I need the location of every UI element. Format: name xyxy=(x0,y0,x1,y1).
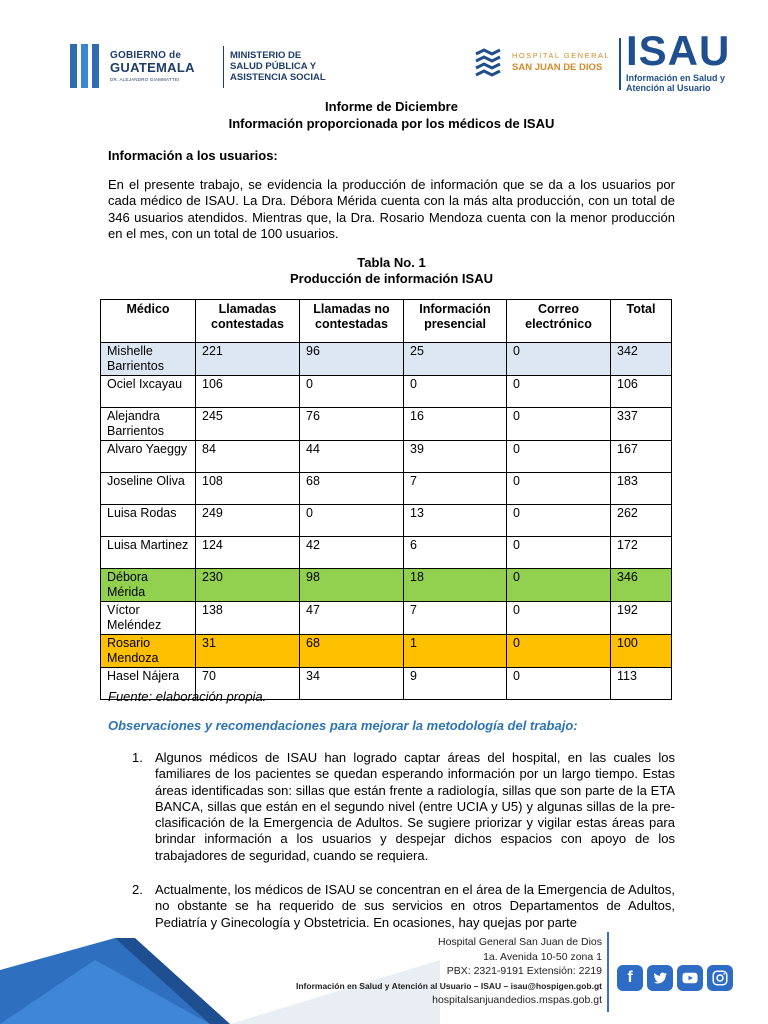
total-cell: 192 xyxy=(611,602,672,635)
hospital-waves-icon xyxy=(474,46,506,78)
table-header-row xyxy=(101,300,672,343)
table-cell: 84 xyxy=(196,441,300,473)
doctor-name-cell: Alvaro Yaeggy xyxy=(101,441,196,473)
table-caption-title: Producción de información ISAU xyxy=(290,271,493,286)
footer-phone: PBX: 2321-9191 Extensión: 2219 xyxy=(446,965,602,977)
doctor-name-cell: Hasel Nájera xyxy=(101,668,196,700)
table-row xyxy=(101,441,672,473)
instagram-icon[interactable] xyxy=(707,965,733,991)
table-source-note: Fuente: elaboración propia. xyxy=(108,689,267,704)
table-cell: 0 xyxy=(507,635,611,668)
report-title: Informe de Diciembre xyxy=(325,99,458,114)
table-row xyxy=(101,602,672,635)
table-cell: 124 xyxy=(196,537,300,569)
table-cell: 31 xyxy=(196,635,300,668)
table-cell: 0 xyxy=(507,473,611,505)
table-cell: 0 xyxy=(404,376,507,408)
footer-hospital-name: Hospital General San Juan de Dios xyxy=(437,936,602,948)
gob-line2: GUATEMALA xyxy=(110,60,195,75)
header-divider xyxy=(619,38,621,90)
table-row xyxy=(101,505,672,537)
table-cell: 44 xyxy=(300,441,404,473)
table-cell: 68 xyxy=(300,635,404,668)
logo-divider xyxy=(223,46,224,88)
total-cell: 113 xyxy=(611,668,672,700)
table-cell: 76 xyxy=(300,408,404,441)
table-caption-number: Tabla No. 1 xyxy=(357,255,426,270)
table-cell: 138 xyxy=(196,602,300,635)
total-cell: 167 xyxy=(611,441,672,473)
intro-paragraph: En el presente trabajo, se evidencia la producción de información que se da a los usuarios por cada médico de ISAU. La Dra. Débora Mérida cuenta con la más alta producción, con un total de 346 usuarios atendidos. Mientras que, la Dra. Rosario Mendoza cuenta con la menor producción en el mes, con un total de 100 usuarios. xyxy=(108,177,675,241)
footer-website: hospitalsanjuandedios.mspas.gob.gt xyxy=(432,994,602,1006)
observations-title: Observaciones y recomendaciones para mejorar la metodología del trabajo: xyxy=(108,718,578,733)
table-row-highest xyxy=(101,569,672,602)
table-cell: 68 xyxy=(300,473,404,505)
hospital-san-juan-logo xyxy=(474,44,619,84)
youtube-icon[interactable] xyxy=(677,965,703,991)
doctor-name-cell: Joseline Oliva xyxy=(101,473,196,505)
footer-address xyxy=(296,935,602,1008)
doctor-name-cell: Víctor Meléndez xyxy=(101,602,196,635)
column-header: Correo electrónico xyxy=(507,300,611,343)
isau-logo-subtitle: Información en Salud y Atención al Usuario xyxy=(626,73,726,93)
total-cell: 346 xyxy=(611,569,672,602)
report-subtitle: Información proporcionada por los médicos de ISAU xyxy=(228,116,555,131)
table-cell: 221 xyxy=(196,343,300,376)
social-icons xyxy=(617,965,733,991)
list-item-number: 1. xyxy=(132,750,143,765)
doctor-name-cell: Luisa Martinez xyxy=(101,537,196,569)
table-cell: 13 xyxy=(404,505,507,537)
table-cell: 0 xyxy=(507,602,611,635)
list-item xyxy=(108,750,675,864)
gobierno-guatemala-logo xyxy=(70,40,326,92)
total-cell: 172 xyxy=(611,537,672,569)
table-row xyxy=(101,537,672,569)
table-cell: 230 xyxy=(196,569,300,602)
table-cell: 7 xyxy=(404,473,507,505)
flag-bars-icon xyxy=(70,44,100,88)
gob-line3: DR. ALEJANDRO GIAMMATTEI xyxy=(110,77,180,82)
table-cell: 249 xyxy=(196,505,300,537)
doctor-name-cell: Ociel Ixcayau xyxy=(101,376,196,408)
column-header: Total xyxy=(611,300,672,343)
section-heading: Información a los usuarios: xyxy=(108,148,278,163)
table-cell: 16 xyxy=(404,408,507,441)
recommendations-list xyxy=(108,750,675,931)
table-row xyxy=(101,376,672,408)
total-cell: 100 xyxy=(611,635,672,668)
list-item-text: Algunos médicos de ISAU han logrado captar áreas del hospital, en las cuales los familiares de los pacientes se quedan esperando información por un largo tiempo. Estas áreas identificadas son: sillas que están frente a radiología, sillas que son parte de la ETA BANCA, sillas que están en el segundo nivel (entre UCIA y U5) y algunas sillas de la pre-clasificación de la Emergencia de Adultos. Se sugiere priorizar y vigilar estas áreas para brindar información a los usuarios y despejar dichos espacios con apoyo de los trabajadores de seguridad, cuando se requiera. xyxy=(155,750,675,863)
table-cell: 0 xyxy=(300,376,404,408)
table-cell: 0 xyxy=(507,668,611,700)
table-cell: 0 xyxy=(300,505,404,537)
column-header: Llamadas no contestadas xyxy=(300,300,404,343)
footer-divider xyxy=(607,932,609,1012)
column-header: Información presencial xyxy=(404,300,507,343)
list-item-text: Actualmente, los médicos de ISAU se concentran en el área de la Emergencia de Adultos, no obstante se ha requerido de sus servicios en otros Departamentos de Adultos, Pediatría y Ginecología y Obstetricia. En ocasiones, hay quejas por parte xyxy=(155,882,675,930)
footer-isau-email: Información en Salud y Atención al Usuario – ISAU – isau@hospigen.gob.gt xyxy=(296,980,602,991)
table-cell: 9 xyxy=(404,668,507,700)
table-cell: 0 xyxy=(507,343,611,376)
isau-logo-title: ISAU xyxy=(626,27,731,74)
table-cell: 0 xyxy=(507,505,611,537)
table-cell: 0 xyxy=(507,408,611,441)
facebook-icon[interactable]: f xyxy=(617,965,643,991)
table-cell: 1 xyxy=(404,635,507,668)
footer-street: 1a. Avenida 10-50 zona 1 xyxy=(483,950,602,963)
table-cell: 47 xyxy=(300,602,404,635)
list-item-number: 2. xyxy=(132,882,143,898)
table-cell: 39 xyxy=(404,441,507,473)
doctor-name-cell: Rosario Mendoza xyxy=(101,635,196,668)
production-table xyxy=(100,299,672,700)
column-header: Llamadas contestadas xyxy=(196,300,300,343)
table-row xyxy=(101,343,672,376)
table-cell: 245 xyxy=(196,408,300,441)
doctor-name-cell: Alejandra Barrientos xyxy=(101,408,196,441)
gob-line1: GOBIERNO de xyxy=(110,50,182,61)
table-cell: 98 xyxy=(300,569,404,602)
hospital-line2: SAN JUAN DE DIOS xyxy=(512,62,603,73)
table-cell: 7 xyxy=(404,602,507,635)
table-cell: 34 xyxy=(300,668,404,700)
table-cell: 0 xyxy=(507,376,611,408)
table-cell: 0 xyxy=(507,537,611,569)
table-row-lowest xyxy=(101,635,672,668)
twitter-icon[interactable] xyxy=(647,965,673,991)
table-cell: 96 xyxy=(300,343,404,376)
total-cell: 342 xyxy=(611,343,672,376)
total-cell: 337 xyxy=(611,408,672,441)
table-cell: 42 xyxy=(300,537,404,569)
ministry-name: MINISTERIO DE SALUD PÚBLICA Y ASISTENCIA SOCIAL xyxy=(230,50,326,83)
table-cell: 70 xyxy=(196,668,300,700)
table-cell: 0 xyxy=(507,569,611,602)
list-item xyxy=(108,882,675,931)
table-row xyxy=(101,408,672,441)
table-cell: 108 xyxy=(196,473,300,505)
doctor-name-cell: Luisa Rodas xyxy=(101,505,196,537)
table-cell: 0 xyxy=(507,441,611,473)
column-header: Médico xyxy=(101,300,196,343)
total-cell: 262 xyxy=(611,505,672,537)
doctor-name-cell: Débora Mérida xyxy=(101,569,196,602)
total-cell: 183 xyxy=(611,473,672,505)
table-cell: 106 xyxy=(196,376,300,408)
total-cell: 106 xyxy=(611,376,672,408)
table-cell: 6 xyxy=(404,537,507,569)
table-cell: 18 xyxy=(404,569,507,602)
doctor-name-cell: Mishelle Barrientos xyxy=(101,343,196,376)
hospital-line1: HOSPITAL GENERAL xyxy=(512,51,611,60)
table-row xyxy=(101,473,672,505)
table-cell: 25 xyxy=(404,343,507,376)
isau-logo xyxy=(626,27,746,93)
